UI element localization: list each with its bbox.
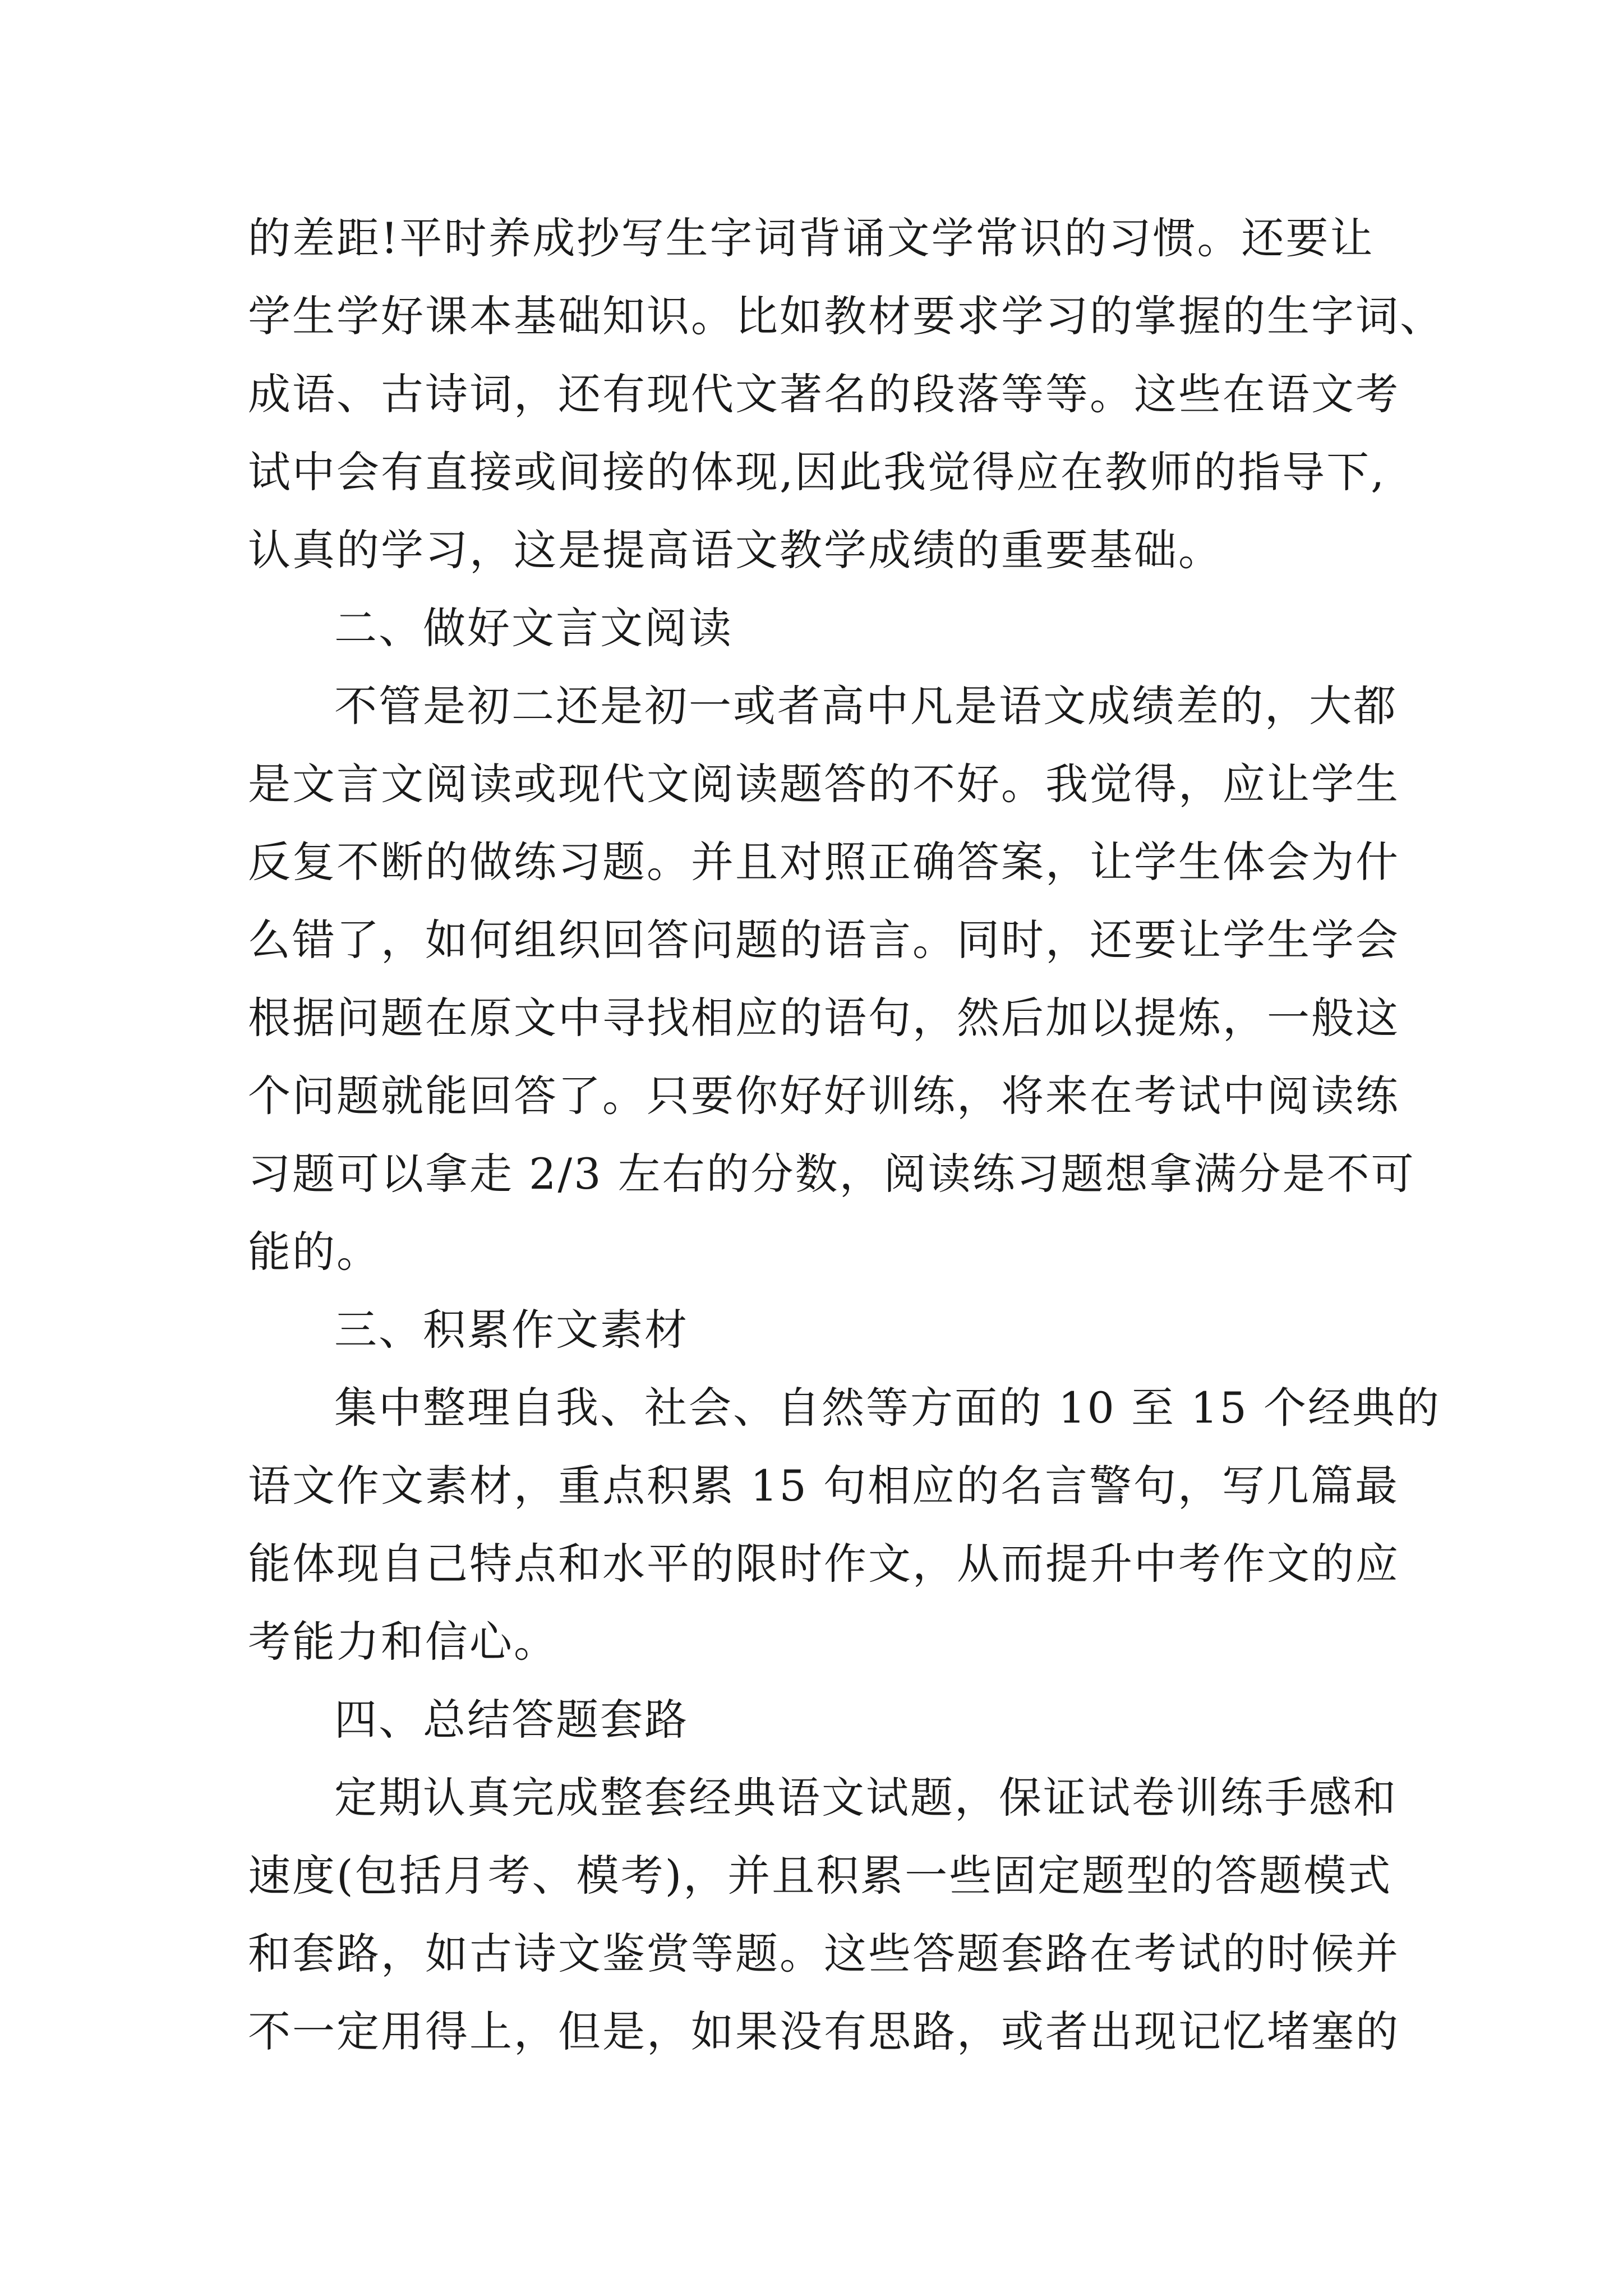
section-heading: 三、积累作文素材 [334, 1305, 689, 1355]
text-line: 习题可以拿走 2/3 左右的分数，阅读练习题想拿满分是不可 [248, 1149, 1415, 1199]
section-heading: 四、总结答题套路 [334, 1695, 689, 1745]
paragraph-start: 不管是初二还是初一或者高中凡是语文成绩差的，大都 [334, 681, 1398, 731]
text-line: 速度(包括月考、模考)，并且积累一些固定题型的答题模式 [248, 1851, 1393, 1901]
text-line: 考能力和信心。 [248, 1617, 558, 1667]
text-line: 的差距!平时养成抄写生字词背诵文学常识的习惯。还要让 [248, 213, 1375, 263]
text-line: 是文言文阅读或现代文阅读题答的不好。我觉得，应让学生 [248, 759, 1400, 809]
text-line: 语文作文素材，重点积累 15 句相应的名言警句，写几篇最 [248, 1461, 1400, 1511]
text-line: 和套路，如古诗文鉴赏等题。这些答题套路在考试的时候并 [248, 1929, 1400, 1978]
paragraph-start: 集中整理自我、社会、自然等方面的 10 至 15 个经典的 [334, 1383, 1441, 1433]
text-line: 能体现自己特点和水平的限时作文，从而提升中考作文的应 [248, 1539, 1400, 1589]
text-line: 不一定用得上，但是，如果没有思路，或者出现记忆堵塞的 [248, 2007, 1400, 2056]
document-body [248, 199, 1444, 2070]
text-line: 反复不断的做练习题。并且对照正确答案，让学生体会为什 [248, 837, 1400, 887]
text-line: 成语、古诗词，还有现代文著名的段落等等。这些在语文考 [248, 369, 1400, 419]
text-line: 根据问题在原文中寻找相应的语句，然后加以提炼，一般这 [248, 993, 1400, 1043]
text-line: 认真的学习，这是提高语文教学成绩的重要基础。 [248, 525, 1223, 575]
section-heading: 二、做好文言文阅读 [334, 603, 733, 653]
text-line: 学生学好课本基础知识。比如教材要求学习的掌握的生字词、 [248, 291, 1444, 341]
paragraph-start: 定期认真完成整套经典语文试题，保证试卷训练手感和 [334, 1773, 1398, 1823]
text-line: 试中会有直接或间接的体现,因此我觉得应在教师的指导下, [248, 447, 1386, 497]
text-line: 个问题就能回答了。只要你好好训练，将来在考试中阅读练 [248, 1071, 1400, 1121]
text-line: 么错了，如何组织回答问题的语言。同时，还要让学生学会 [248, 915, 1400, 965]
text-line: 能的。 [248, 1227, 381, 1277]
